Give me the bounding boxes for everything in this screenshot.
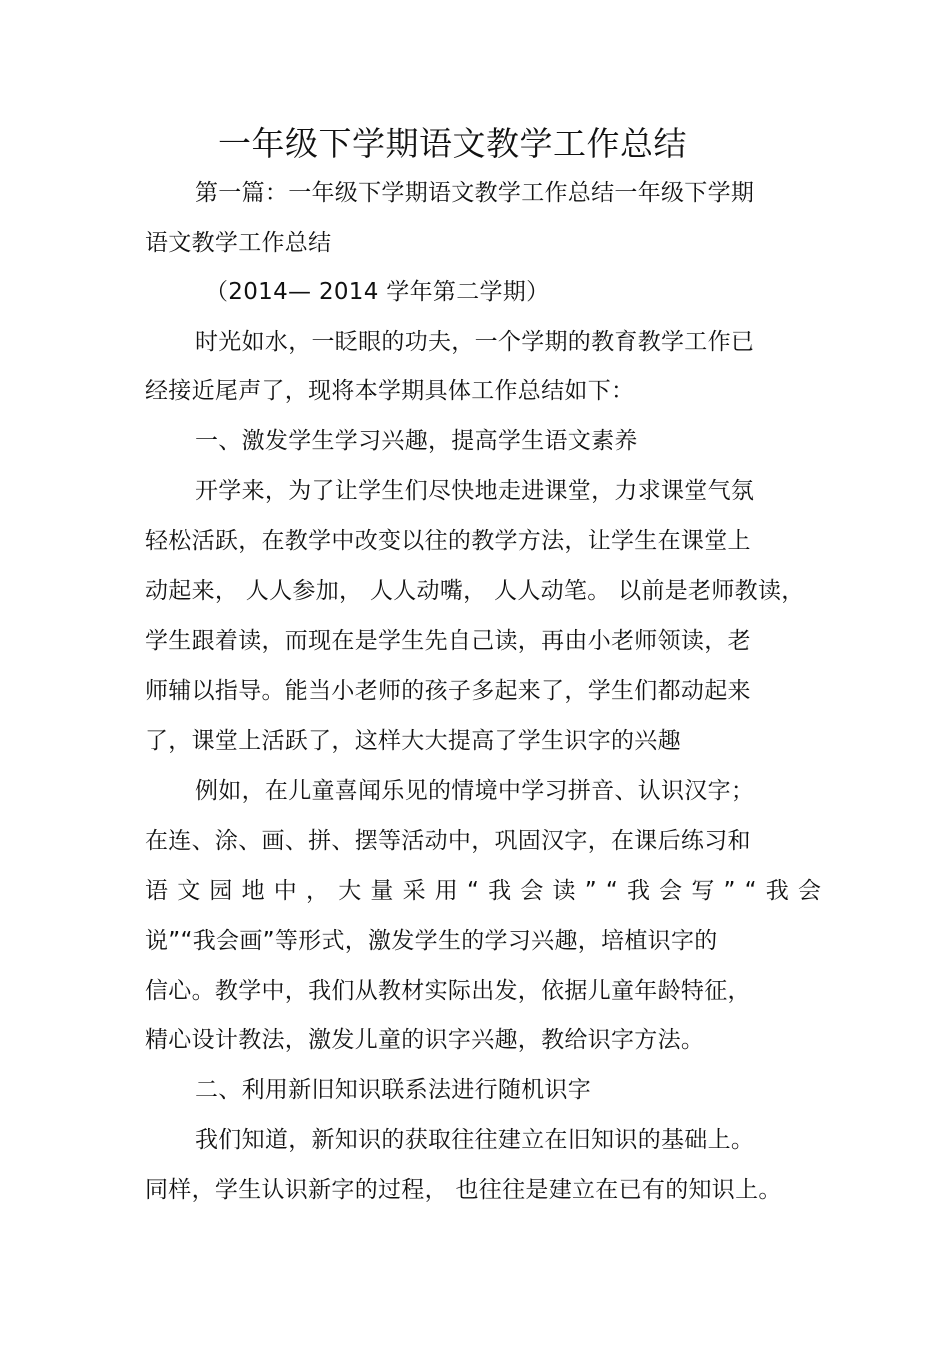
paragraph-line: 经接近尾声了，现将本学期具体工作总结如下： [145,378,635,404]
paragraph-line: 语文教学工作总结 [145,230,332,256]
paragraph-line: 在连、涂、画、拼、摆等活动中，巩固汉字，在课后练习和 [145,828,751,854]
paragraph-line: 我们知道，新知识的获取往往建立在旧知识的基础上。 [195,1127,755,1153]
paragraph-line: 师辅以指导。能当小老师的孩子多起来了，学生们都动起来 [145,678,751,704]
document-title: 一年级下学期语文教学工作总结 [218,124,687,163]
paragraph-line: 动起来， 人人参加， 人人动嘴， 人人动笔。 以前是老师教读， [145,578,805,604]
paragraph-line: 说”“我会画”等形式，激发学生的学习兴趣，培植识字的 [145,928,718,954]
paragraph-line: 学生跟着读，而现在是学生先自己读，再由小老师领读，老 [145,628,751,654]
paragraph-line: 语文园地中，大量采用“我会读”“我会写”“我会 [145,878,831,904]
paragraph-line: 时光如水，一眨眼的功夫，一个学期的教育教学工作已 [195,329,755,355]
paragraph-line: 精心设计教法，激发儿童的识字兴趣，教给识字方法。 [145,1027,705,1053]
paragraph-line: 了，课堂上活跃了，这样大大提高了学生识字的兴趣 [145,728,681,754]
paragraph-line: 同样，学生认识新字的过程， 也往往是建立在已有的知识上。 [145,1177,782,1203]
paragraph-line: 轻松活跃，在教学中改变以往的教学方法，让学生在课堂上 [145,528,751,554]
paragraph-line: 例如，在儿童喜闻乐见的情境中学习拼音、认识汉字； [195,778,755,804]
paragraph-line: 信心。教学中，我们从教材实际出发，依据儿童年龄特征， [145,978,751,1004]
paragraph-line: 开学来，为了让学生们尽快地走进课堂，力求课堂气氛 [195,478,755,504]
section-heading: 二、利用新旧知识联系法进行随机识字 [195,1077,592,1103]
section-heading: 一、激发学生学习兴趣，提高学生语文素养 [195,428,638,454]
semester-line: （2014— 2014 学年第二学期） [205,279,550,305]
paragraph-line: 第一篇：一年级下学期语文教学工作总结一年级下学期 [195,180,755,206]
